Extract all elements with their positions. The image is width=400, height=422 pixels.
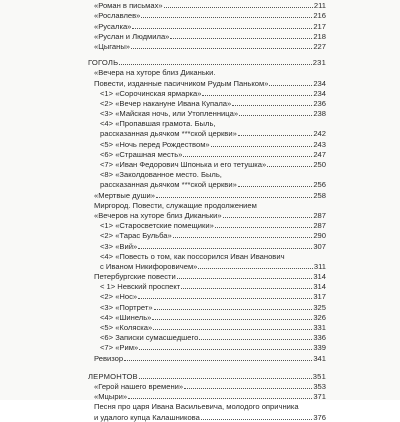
dot-leader [132, 28, 312, 29]
toc-entry [88, 189, 326, 199]
toc-page-number: 218 [313, 31, 326, 41]
toc-entry-title: «Рославлев» [94, 11, 141, 21]
toc-page-number: 307 [313, 241, 326, 251]
toc-entry [88, 128, 326, 138]
toc-page-number: 331 [313, 323, 326, 332]
dot-leader [153, 329, 312, 330]
toc-page-number: 234 [313, 88, 326, 98]
toc-page-number: 311 [313, 261, 326, 271]
dot-leader [202, 95, 312, 96]
toc-entry [88, 291, 326, 301]
section-spacer [88, 363, 326, 371]
dot-leader [239, 115, 312, 116]
toc-entry-title: <8> «Заколдованное место. Быль, [100, 170, 222, 180]
dot-leader [269, 85, 312, 86]
dot-leader [124, 360, 312, 361]
toc-entry-title: «Вечера на хуторе близ Диканьки. [94, 68, 216, 78]
dot-leader [173, 237, 313, 238]
toc-entry-title: ЛЕРМОНТОВ [88, 371, 138, 381]
toc-entry [88, 169, 326, 179]
toc-entry [88, 149, 326, 159]
toc-entry-title: «Герой нашего времени» [94, 381, 184, 391]
toc-page-number: 238 [313, 109, 326, 119]
toc-entry-title: <4> «Пропавшая грамота. Быль, [100, 119, 216, 129]
toc-entry [88, 381, 326, 391]
toc-entry [88, 88, 326, 98]
toc-entry [88, 138, 326, 148]
toc-entry [88, 220, 326, 230]
toc-entry-title: «Русалка» [94, 21, 132, 31]
toc-page-number: 314 [313, 272, 326, 282]
dot-leader [223, 217, 313, 218]
toc-entry-title: Петербургские повести [94, 272, 176, 282]
toc-entry [88, 251, 326, 261]
toc-entry-title: с Иваном Никифоровичем» [100, 261, 198, 271]
toc-entry [88, 41, 326, 51]
toc-entry-title: «Цыганы» [94, 41, 130, 51]
dot-leader [128, 398, 312, 399]
toc-entry [88, 281, 326, 291]
toc-page-number: 243 [313, 139, 326, 149]
toc-page-number: 326 [313, 312, 326, 322]
toc-page-number: 287 [313, 210, 326, 220]
toc-entry [88, 301, 326, 311]
toc-page-number: 256 [313, 180, 326, 190]
toc-entry [88, 401, 326, 411]
toc-page-number: 314 [313, 282, 326, 292]
toc-entry [88, 31, 326, 41]
toc-page-number: 317 [313, 292, 326, 302]
toc-entry [88, 332, 326, 342]
dot-leader [164, 7, 313, 8]
dot-leader [131, 48, 312, 49]
toc-page-number: 353 [313, 381, 326, 391]
toc-page-number: 231 [312, 58, 326, 68]
toc-entry-title: «Руслан и Людмила» [94, 31, 170, 41]
toc-entry [88, 108, 326, 118]
toc-entry [88, 200, 326, 210]
dot-leader [170, 38, 312, 39]
toc-entry-title: <2> «Тарас Бульба» [100, 231, 172, 241]
dot-leader [156, 197, 312, 198]
toc-entry-title: <5> «Коляска» [100, 323, 153, 332]
dot-leader [138, 298, 312, 299]
toc-entry [88, 342, 326, 352]
toc-entry [88, 240, 326, 250]
dot-leader [177, 278, 313, 279]
toc-entry-title: <6> «Страшная месть» [100, 149, 183, 159]
toc-page-number: 258 [313, 190, 326, 200]
toc-entry-title: ГОГОЛЬ [88, 58, 119, 68]
dot-leader [181, 288, 312, 289]
dot-leader [141, 17, 312, 18]
toc-entry-title: и удалого купца Калашникова [94, 412, 200, 422]
toc-page-number: 287 [313, 221, 326, 231]
dot-leader [152, 319, 312, 320]
table-of-contents [88, 0, 326, 422]
dot-leader [198, 268, 312, 269]
toc-section-heading [88, 57, 326, 67]
toc-page-number: 250 [313, 160, 326, 169]
toc-page-number: 325 [313, 302, 326, 312]
toc-entry [88, 179, 326, 189]
toc-page-number: 336 [313, 333, 326, 343]
dot-leader [139, 378, 312, 379]
toc-entry-title: «Вечеров на хуторе близ Диканьки» [94, 210, 222, 220]
dot-leader [184, 388, 312, 389]
toc-entry-title: <7> «Иван Федорович Шпонька и его тетушка» [100, 160, 267, 169]
toc-entry-title: <2> «Нос» [100, 292, 138, 302]
dot-leader [138, 248, 312, 249]
toc-entry-title: <3> «Майская ночь, или Утопленница» [100, 109, 239, 119]
toc-entry-title: Миргород. Повести, служащие продолжением [94, 200, 257, 210]
toc-entry-title: «Мцыри» [94, 392, 128, 402]
toc-page-number: 211 [313, 1, 326, 11]
toc-entry [88, 0, 326, 10]
dot-leader [238, 186, 313, 187]
toc-entry [88, 118, 326, 128]
toc-page-number: 351 [312, 371, 326, 381]
toc-entry-title: Ревизор [94, 353, 124, 363]
toc-page-number: 339 [313, 343, 326, 353]
toc-entry [88, 411, 326, 421]
dot-leader [232, 105, 312, 106]
dot-leader [139, 349, 312, 350]
dot-leader [267, 166, 312, 167]
toc-entry-title: <5> «Ночь перед Рождеством» [100, 139, 210, 149]
toc-entry-title: <6> Записки сумасшедшего [100, 333, 199, 343]
dot-leader [238, 135, 313, 136]
toc-entry-title: <4> «Повесть о том, как поссорился Иван Иванович [100, 251, 285, 261]
toc-page-number: 234 [313, 78, 326, 88]
toc-page-number: 216 [313, 11, 326, 21]
toc-page-number: 290 [313, 231, 326, 241]
toc-entry [88, 322, 326, 332]
toc-entry-title: <3> «Вий» [100, 241, 138, 251]
toc-entry [88, 210, 326, 220]
toc-entry-title: <2> «Вечер накануне Ивана Купала» [100, 98, 232, 108]
toc-entry [88, 159, 326, 169]
toc-page-number: 227 [313, 41, 326, 51]
toc-entry-title: <4> «Шинель» [100, 312, 152, 322]
toc-entry-title: Песня про царя Ивана Васильевича, молодого опричника [94, 402, 299, 412]
toc-entry-title: рассказанная дьячком ***ской церкви» [100, 180, 237, 190]
toc-page-number: 217 [313, 21, 326, 31]
toc-entry [88, 230, 326, 240]
toc-section-heading [88, 371, 326, 381]
toc-page-number: 371 [313, 392, 326, 402]
toc-entry-title: Повести, изданные пасичником Рудым Паньком» [94, 78, 269, 88]
toc-entry [88, 352, 326, 362]
toc-page-number: 341 [313, 353, 326, 363]
toc-page-number: 236 [313, 98, 326, 108]
dot-leader [201, 419, 312, 420]
toc-entry [88, 98, 326, 108]
toc-entry-title: «Мертвые души» [94, 190, 156, 200]
toc-page-number: 247 [313, 149, 326, 159]
toc-entry [88, 77, 326, 87]
dot-leader [199, 339, 312, 340]
toc-entry-title: < 1> Невский проспект [100, 282, 181, 292]
toc-entry-title: <1> «Старосветские помещики» [100, 221, 214, 231]
toc-entry [88, 67, 326, 77]
dot-leader [215, 227, 312, 228]
toc-entry-title: <3> «Портрет» [100, 302, 153, 312]
toc-entry [88, 261, 326, 271]
toc-page-number: 242 [313, 129, 326, 139]
toc-entry-title: <1> «Сорочинская ярмарка» [100, 88, 202, 98]
toc-entry [88, 271, 326, 281]
toc-entry [88, 20, 326, 30]
toc-entry-title: <7> «Рим» [100, 343, 139, 353]
toc-entry-title: «Роман в письмах» [94, 1, 163, 11]
toc-page-number: 376 [313, 412, 326, 422]
dot-leader [211, 146, 313, 147]
dot-leader [154, 309, 313, 310]
toc-entry [88, 312, 326, 322]
toc-entry [88, 10, 326, 20]
dot-leader [119, 64, 311, 65]
toc-entry-title: рассказанная дьячком ***ской церкви» [100, 129, 237, 139]
dot-leader [183, 156, 312, 157]
